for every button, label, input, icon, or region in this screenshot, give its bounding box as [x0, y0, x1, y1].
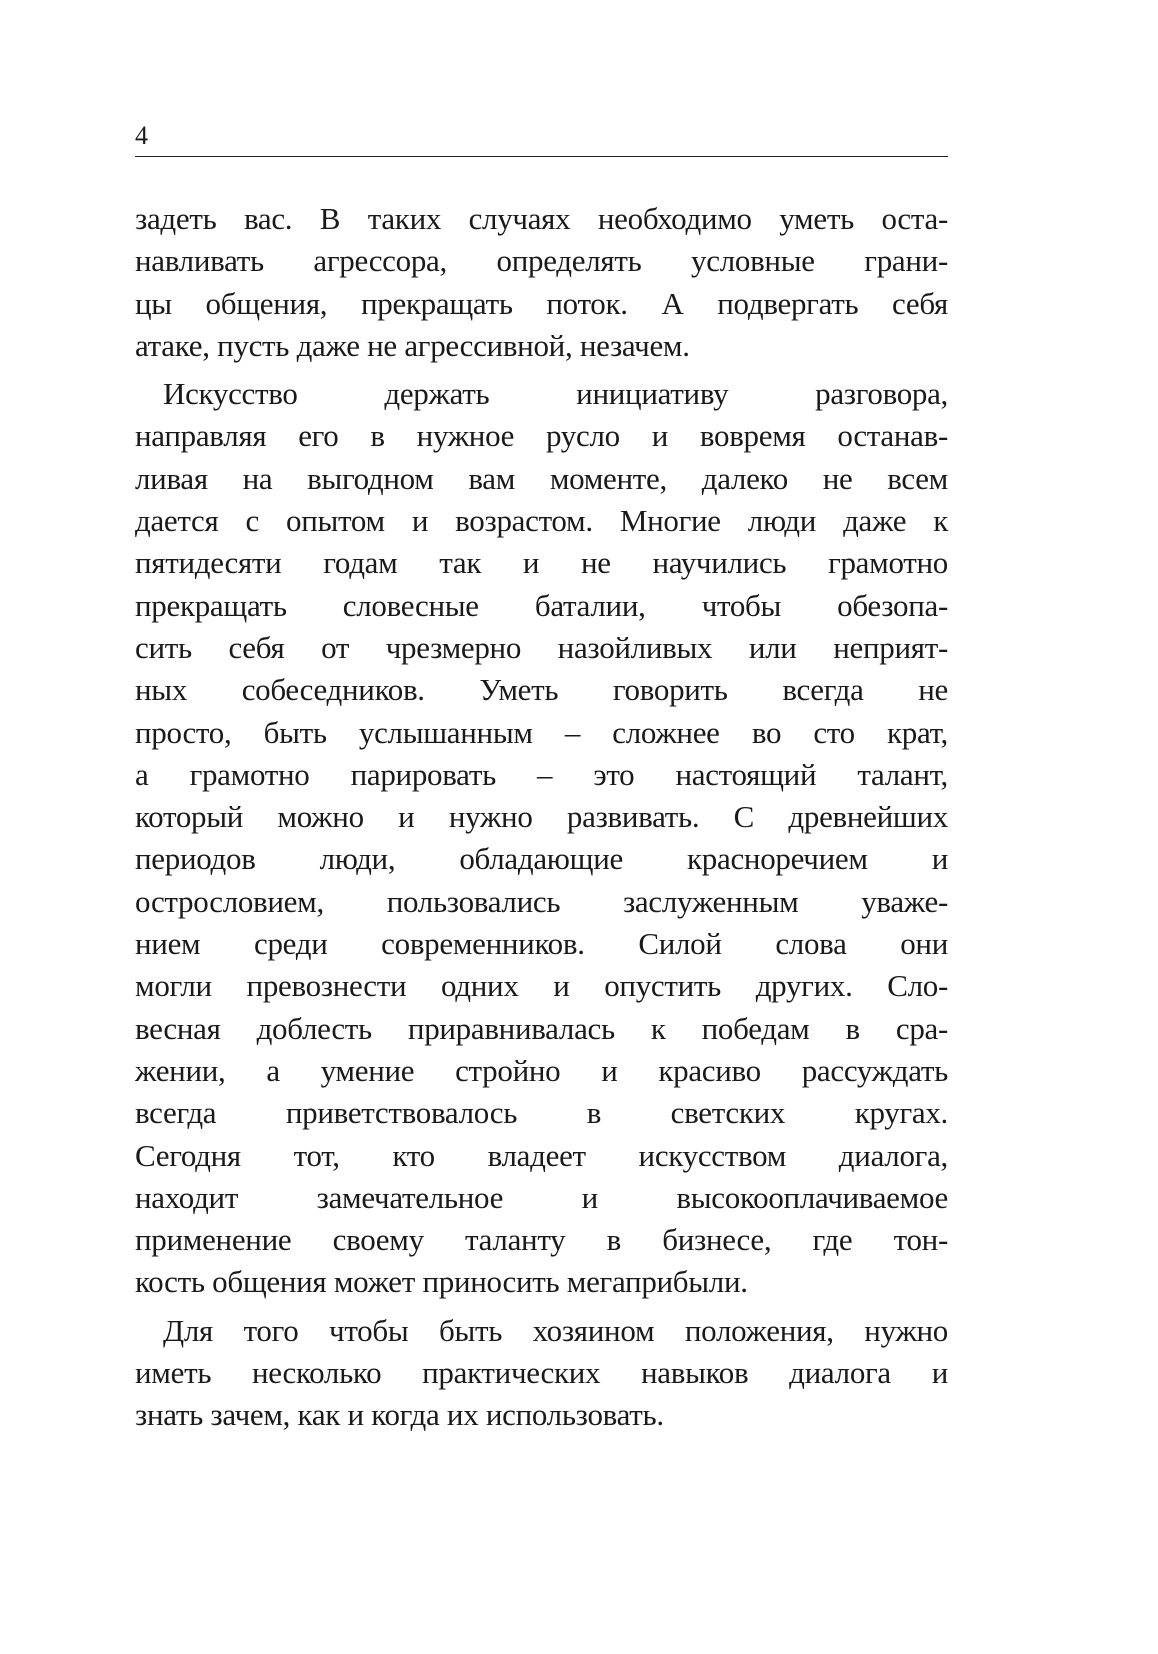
text-line: находит замечательное и высокооплачиваемое — [135, 1179, 948, 1215]
text-line: Сегодня тот, кто владеет искусством диалога, — [135, 1137, 948, 1173]
paragraph-1 — [135, 198, 948, 367]
text-line: применение своему таланту в бизнесе, где тон- — [135, 1222, 948, 1258]
text-line: ливая на выгодном вам моменте, далеко не всем — [135, 460, 948, 496]
text-line: острословием, пользовались заслуженным уваже- — [135, 883, 948, 919]
paragraph-3 — [135, 1310, 948, 1437]
text-line: Искусство держать инициативу разговора, — [163, 376, 948, 412]
text-line: прекращать словесные баталии, чтобы обезопа- — [135, 587, 948, 623]
text-line: а грамотно парировать – это настоящий талант, — [135, 756, 948, 792]
text-line: кость общения может приносить мегаприбыли. — [135, 1264, 748, 1300]
text-line: который можно и нужно развивать. С древнейших — [135, 799, 948, 835]
text-line: ных собеседников. Уметь говорить всегда не — [135, 672, 948, 708]
text-line: цы общения, прекращать поток. А подвергать себя — [135, 285, 948, 321]
page-header — [135, 118, 948, 158]
body-text — [135, 198, 948, 1437]
text-line: весная доблесть приравнивалась к победам в сра- — [135, 1010, 948, 1046]
text-line: всегда приветствовалось в светских кругах. — [135, 1095, 948, 1131]
text-line: Для того чтобы быть хозяином положения, нужно — [163, 1312, 948, 1348]
text-line: атаке, пусть даже не агрессивной, незачем. — [135, 327, 690, 363]
text-line: нием среди современников. Силой слова они — [135, 926, 948, 962]
text-line: жении, а умение стройно и красиво рассуждать — [135, 1052, 948, 1088]
text-line: пятидесяти годам так и не научились грамотно — [135, 545, 948, 581]
text-line: знать зачем, как и когда их использовать. — [135, 1397, 664, 1433]
text-line: просто, быть услышанным – сложнее во сто крат, — [135, 714, 948, 750]
text-line: направляя его в нужное русло и вовремя останав- — [135, 418, 948, 454]
text-line: навливать агрессора, определять условные грани- — [135, 243, 948, 279]
text-line: сить себя от чрезмерно назойливых или неприят- — [135, 629, 948, 665]
text-line: могли превознести одних и опустить других. Сло- — [135, 968, 948, 1004]
page-number: 4 — [135, 121, 148, 150]
text-line: периодов люди, обладающие красноречием и — [135, 841, 948, 877]
text-line: задеть вас. В таких случаях необходимо уметь оста- — [135, 201, 948, 236]
header-divider — [135, 156, 948, 157]
text-line: дается с опытом и возрастом. Многие люди даже к — [135, 503, 948, 539]
paragraph-2 — [135, 373, 948, 1304]
text-line: иметь несколько практических навыков диалога и — [135, 1355, 948, 1391]
